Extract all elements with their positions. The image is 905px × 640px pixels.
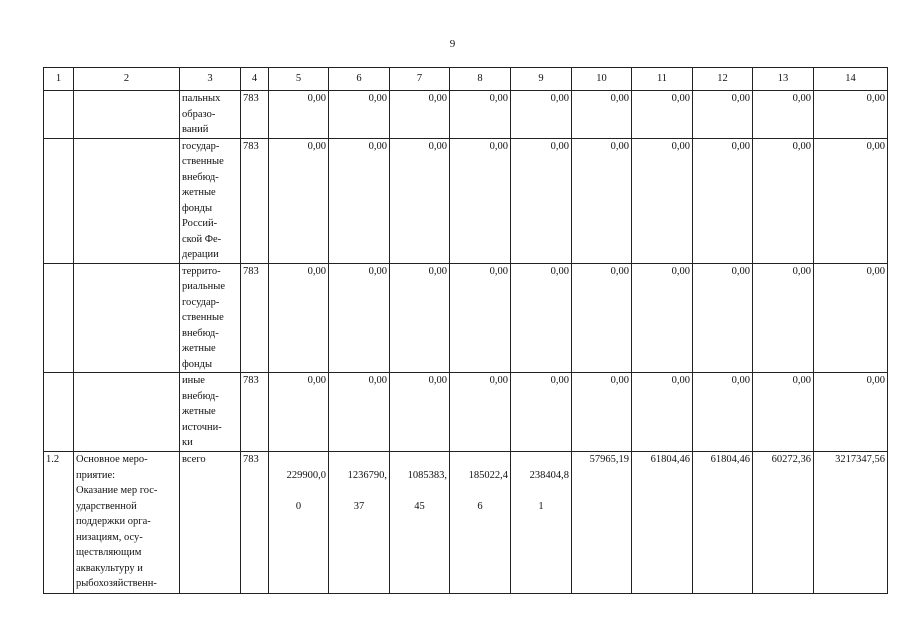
value-cell: 0,00 — [572, 138, 632, 263]
table-row — [44, 373, 888, 452]
value-cell: 0,00 — [632, 263, 693, 373]
value-cell: 0,00 — [450, 263, 511, 373]
value-cell: 0,00 — [572, 263, 632, 373]
value-cell: 57965,19 — [572, 452, 632, 594]
column-header: 12 — [693, 68, 753, 91]
value-cell: 0,00 — [511, 91, 572, 139]
value-cell: 0,00 — [269, 263, 329, 373]
funding-source-cell: террито- риальные государ- ственные внебюд- жетные фонды — [180, 263, 241, 373]
column-header: 11 — [632, 68, 693, 91]
column-header: 6 — [329, 68, 390, 91]
value-cell: 0,00 — [814, 263, 888, 373]
value-cell: 0,00 — [450, 91, 511, 139]
table-row — [44, 263, 888, 373]
value-cell: 0,00 — [511, 263, 572, 373]
code-cell: 783 — [241, 263, 269, 373]
value-part: 45 — [414, 500, 425, 512]
code-cell: 783 — [241, 138, 269, 263]
table-row-main-measure — [44, 452, 888, 594]
value-cell: 0,00 — [753, 263, 814, 373]
value-cell — [511, 452, 572, 594]
value-cell: 0,00 — [753, 373, 814, 452]
value-cell: 0,00 — [693, 373, 753, 452]
value-cell — [450, 452, 511, 594]
value-cell — [390, 452, 450, 594]
value-cell: 0,00 — [329, 263, 390, 373]
measure-name-cell — [74, 138, 180, 263]
code-cell: 783 — [241, 373, 269, 452]
row-number-cell — [44, 373, 74, 452]
budget-table — [43, 67, 888, 594]
value-cell: 0,00 — [693, 263, 753, 373]
measure-name-cell — [74, 263, 180, 373]
column-header: 9 — [511, 68, 572, 91]
page-number: 9 — [449, 38, 456, 50]
value-cell: 0,00 — [450, 138, 511, 263]
row-number-cell — [44, 138, 74, 263]
value-cell: 0,00 — [693, 138, 753, 263]
column-header: 5 — [269, 68, 329, 91]
column-header: 8 — [450, 68, 511, 91]
value-cell: 3217347,56 — [814, 452, 888, 594]
value-cell: 0,00 — [753, 138, 814, 263]
column-header: 14 — [814, 68, 888, 91]
funding-source-cell: всего — [180, 452, 241, 594]
value-cell — [329, 452, 390, 594]
value-part: 37 — [353, 500, 365, 512]
value-cell: 0,00 — [329, 138, 390, 263]
value-cell: 0,00 — [390, 138, 450, 263]
value-cell: 0,00 — [329, 373, 390, 452]
measure-name-cell — [74, 91, 180, 139]
column-header: 10 — [572, 68, 632, 91]
row-number-cell: 1.2 — [44, 452, 74, 594]
measure-name-cell: Основное меро- приятие: Оказание мер гос- ударственной поддержки орга- низациям, осу- ществляющим аквакультуру и рыбохозяйственн- — [74, 452, 180, 594]
code-cell: 783 — [241, 452, 269, 594]
row-number-cell — [44, 263, 74, 373]
value-part: 0 — [295, 500, 302, 512]
value-part: 1085383, — [407, 469, 447, 481]
column-header: 4 — [241, 68, 269, 91]
value-cell: 0,00 — [390, 91, 450, 139]
value-part: 1 — [538, 500, 544, 512]
funding-source-cell: пальных образо- ваний — [180, 91, 241, 139]
column-header: 13 — [753, 68, 814, 91]
value-part: 185022,4 — [468, 469, 508, 481]
value-part: 229900,0 — [286, 469, 326, 481]
value-cell: 0,00 — [269, 373, 329, 452]
value-cell: 0,00 — [632, 138, 693, 263]
value-cell: 0,00 — [390, 373, 450, 452]
value-cell: 0,00 — [329, 91, 390, 139]
measure-name-cell — [74, 373, 180, 452]
value-cell — [269, 452, 329, 594]
value-part: 238404,8 — [529, 469, 569, 481]
value-cell: 0,00 — [753, 91, 814, 139]
value-cell: 0,00 — [572, 91, 632, 139]
value-cell: 0,00 — [269, 91, 329, 139]
code-cell: 783 — [241, 91, 269, 139]
value-cell: 0,00 — [632, 373, 693, 452]
header-row — [44, 68, 888, 91]
value-cell: 0,00 — [390, 263, 450, 373]
funding-source-cell: государ- ственные внебюд- жетные фонды Россий- ской Фе- дерации — [180, 138, 241, 263]
value-part: 1236790, — [347, 469, 387, 481]
value-cell: 0,00 — [511, 373, 572, 452]
table-row — [44, 138, 888, 263]
value-cell: 0,00 — [814, 91, 888, 139]
value-cell: 61804,46 — [632, 452, 693, 594]
column-header: 1 — [44, 68, 74, 91]
column-header: 2 — [74, 68, 180, 91]
value-cell: 0,00 — [572, 373, 632, 452]
value-cell: 0,00 — [693, 91, 753, 139]
funding-source-cell: иные внебюд- жетные источни- ки — [180, 373, 241, 452]
value-part: 6 — [477, 500, 483, 512]
value-cell: 0,00 — [269, 138, 329, 263]
value-cell: 0,00 — [511, 138, 572, 263]
value-cell: 0,00 — [814, 138, 888, 263]
value-cell: 0,00 — [450, 373, 511, 452]
column-header: 7 — [390, 68, 450, 91]
column-header: 3 — [180, 68, 241, 91]
value-cell: 0,00 — [814, 373, 888, 452]
value-cell: 0,00 — [632, 91, 693, 139]
table-row — [44, 91, 888, 139]
value-cell: 61804,46 — [693, 452, 753, 594]
value-cell: 60272,36 — [753, 452, 814, 594]
row-number-cell — [44, 91, 74, 139]
